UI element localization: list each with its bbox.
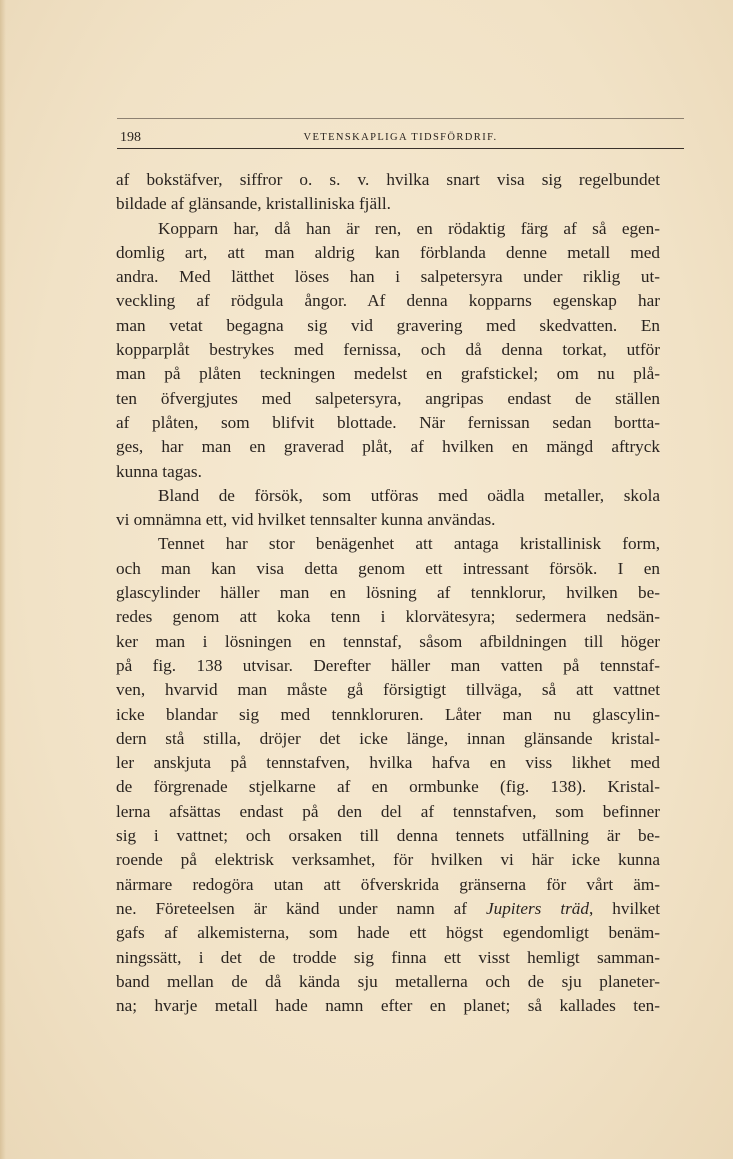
- text-line: ges, har man en graverad plåt, af hvilken en mängd aftryck: [116, 437, 660, 457]
- italic-term: Jupiters träd: [485, 898, 589, 918]
- text-line: andra. Med lätthet löses han i salpetersyra under riklig ut-: [116, 267, 660, 287]
- body-text: [116, 168, 660, 1018]
- text-line: ven, hvarvid man måste gå försigtigt tillväga, så att vattnet: [116, 680, 660, 700]
- text-line: vi omnämna ett, vid hvilket tennsalter kunna användas.: [116, 510, 496, 530]
- text-line: dern stå stilla, dröjer det icke länge, innan glänsande kristal-: [116, 728, 660, 748]
- text-line: [116, 897, 660, 921]
- page-header: [117, 118, 684, 149]
- text-line: kopparplåt bestrykes med fernissa, och då denna torkat, utför: [116, 340, 660, 360]
- page-number: 198: [120, 130, 141, 145]
- text-line: Kopparn har, då han är ren, en rödaktig färg af så egen-: [158, 218, 660, 238]
- text-line: lerna afsättas endast på den del af tennstafven, som befinner: [116, 801, 660, 821]
- text-line: de förgrenade stjelkarne af en ormbunke (fig. 138). Kristal-: [116, 777, 660, 797]
- text-line: sig i vattnet; och orsaken till denna tennets utfällning är be-: [116, 826, 660, 846]
- text-line: och man kan visa detta genom ett intressant försök. I en: [116, 558, 660, 578]
- text-line: domlig art, att man aldrig kan förblanda denne metall med: [116, 242, 660, 262]
- text-line: band mellan de då kända sju metallerna och de sju planeter-: [116, 971, 660, 991]
- running-head: VETENSKAPLIGA TIDSFÖRDRIF.: [303, 132, 498, 143]
- text-line: bildade af glänsande, kristalliniska fjäll.: [116, 194, 391, 214]
- text-line: icke blandar sig med tennkloruren. Låter man nu glascylin-: [116, 704, 660, 724]
- text-line: man vetat begagna sig vid gravering med skedvatten. En: [116, 315, 660, 335]
- text-line: glascylinder häller man en lösning af tennklorur, hvilken be-: [116, 583, 660, 603]
- text-line-part: , hvilket: [588, 898, 660, 918]
- text-line: ker man i lösningen en tennstaf, såsom afbildningen till höger: [116, 631, 660, 651]
- text-line: redes genom att koka tenn i klorvätesyra; sedermera nedsän-: [116, 607, 660, 627]
- text-line: på fig. 138 utvisar. Derefter häller man vatten på tennstaf-: [116, 655, 660, 675]
- text-line: Tennet har stor benägenhet att antaga kristallinisk form,: [158, 534, 660, 554]
- text-line: roende på elektrisk verksamhet, för hvilken vi här icke kunna: [116, 850, 660, 870]
- text-line: ten öfvergjutes med salpetersyra, angripas endast de ställen: [116, 388, 660, 408]
- text-line: veckling af rödgula ångor. Af denna kopparns egenskap har: [116, 291, 660, 311]
- text-line: man på plåten teckningen medelst en grafstickel; om nu plå-: [116, 364, 660, 384]
- text-line: närmare redogöra utan att öfverskrida gränserna för vårt äm-: [116, 874, 660, 894]
- text-line: ler anskjuta på tennstafven, hvilka hafva en viss likhet med: [116, 753, 660, 773]
- text-line: gafs af alkemisterna, som hade ett högst egendomligt benäm-: [116, 923, 660, 943]
- text-line: kunna tagas.: [116, 461, 202, 481]
- text-line: af bokstäfver, siffror o. s. v. hvilka snart visa sig regelbundet: [116, 170, 660, 189]
- text-line: af plåten, som blifvit blottade. När fernissan sedan bortta-: [116, 412, 660, 432]
- text-line: na; hvarje metall hade namn efter en planet; så kallades ten-: [116, 996, 660, 1016]
- text-line: Bland de försök, som utföras med oädla metaller, skola: [158, 485, 660, 505]
- text-line-part: ne. Företeelsen är känd under namn af: [116, 898, 486, 918]
- text-line: ningssätt, i det de trodde sig finna ett visst hemligt samman-: [116, 947, 660, 967]
